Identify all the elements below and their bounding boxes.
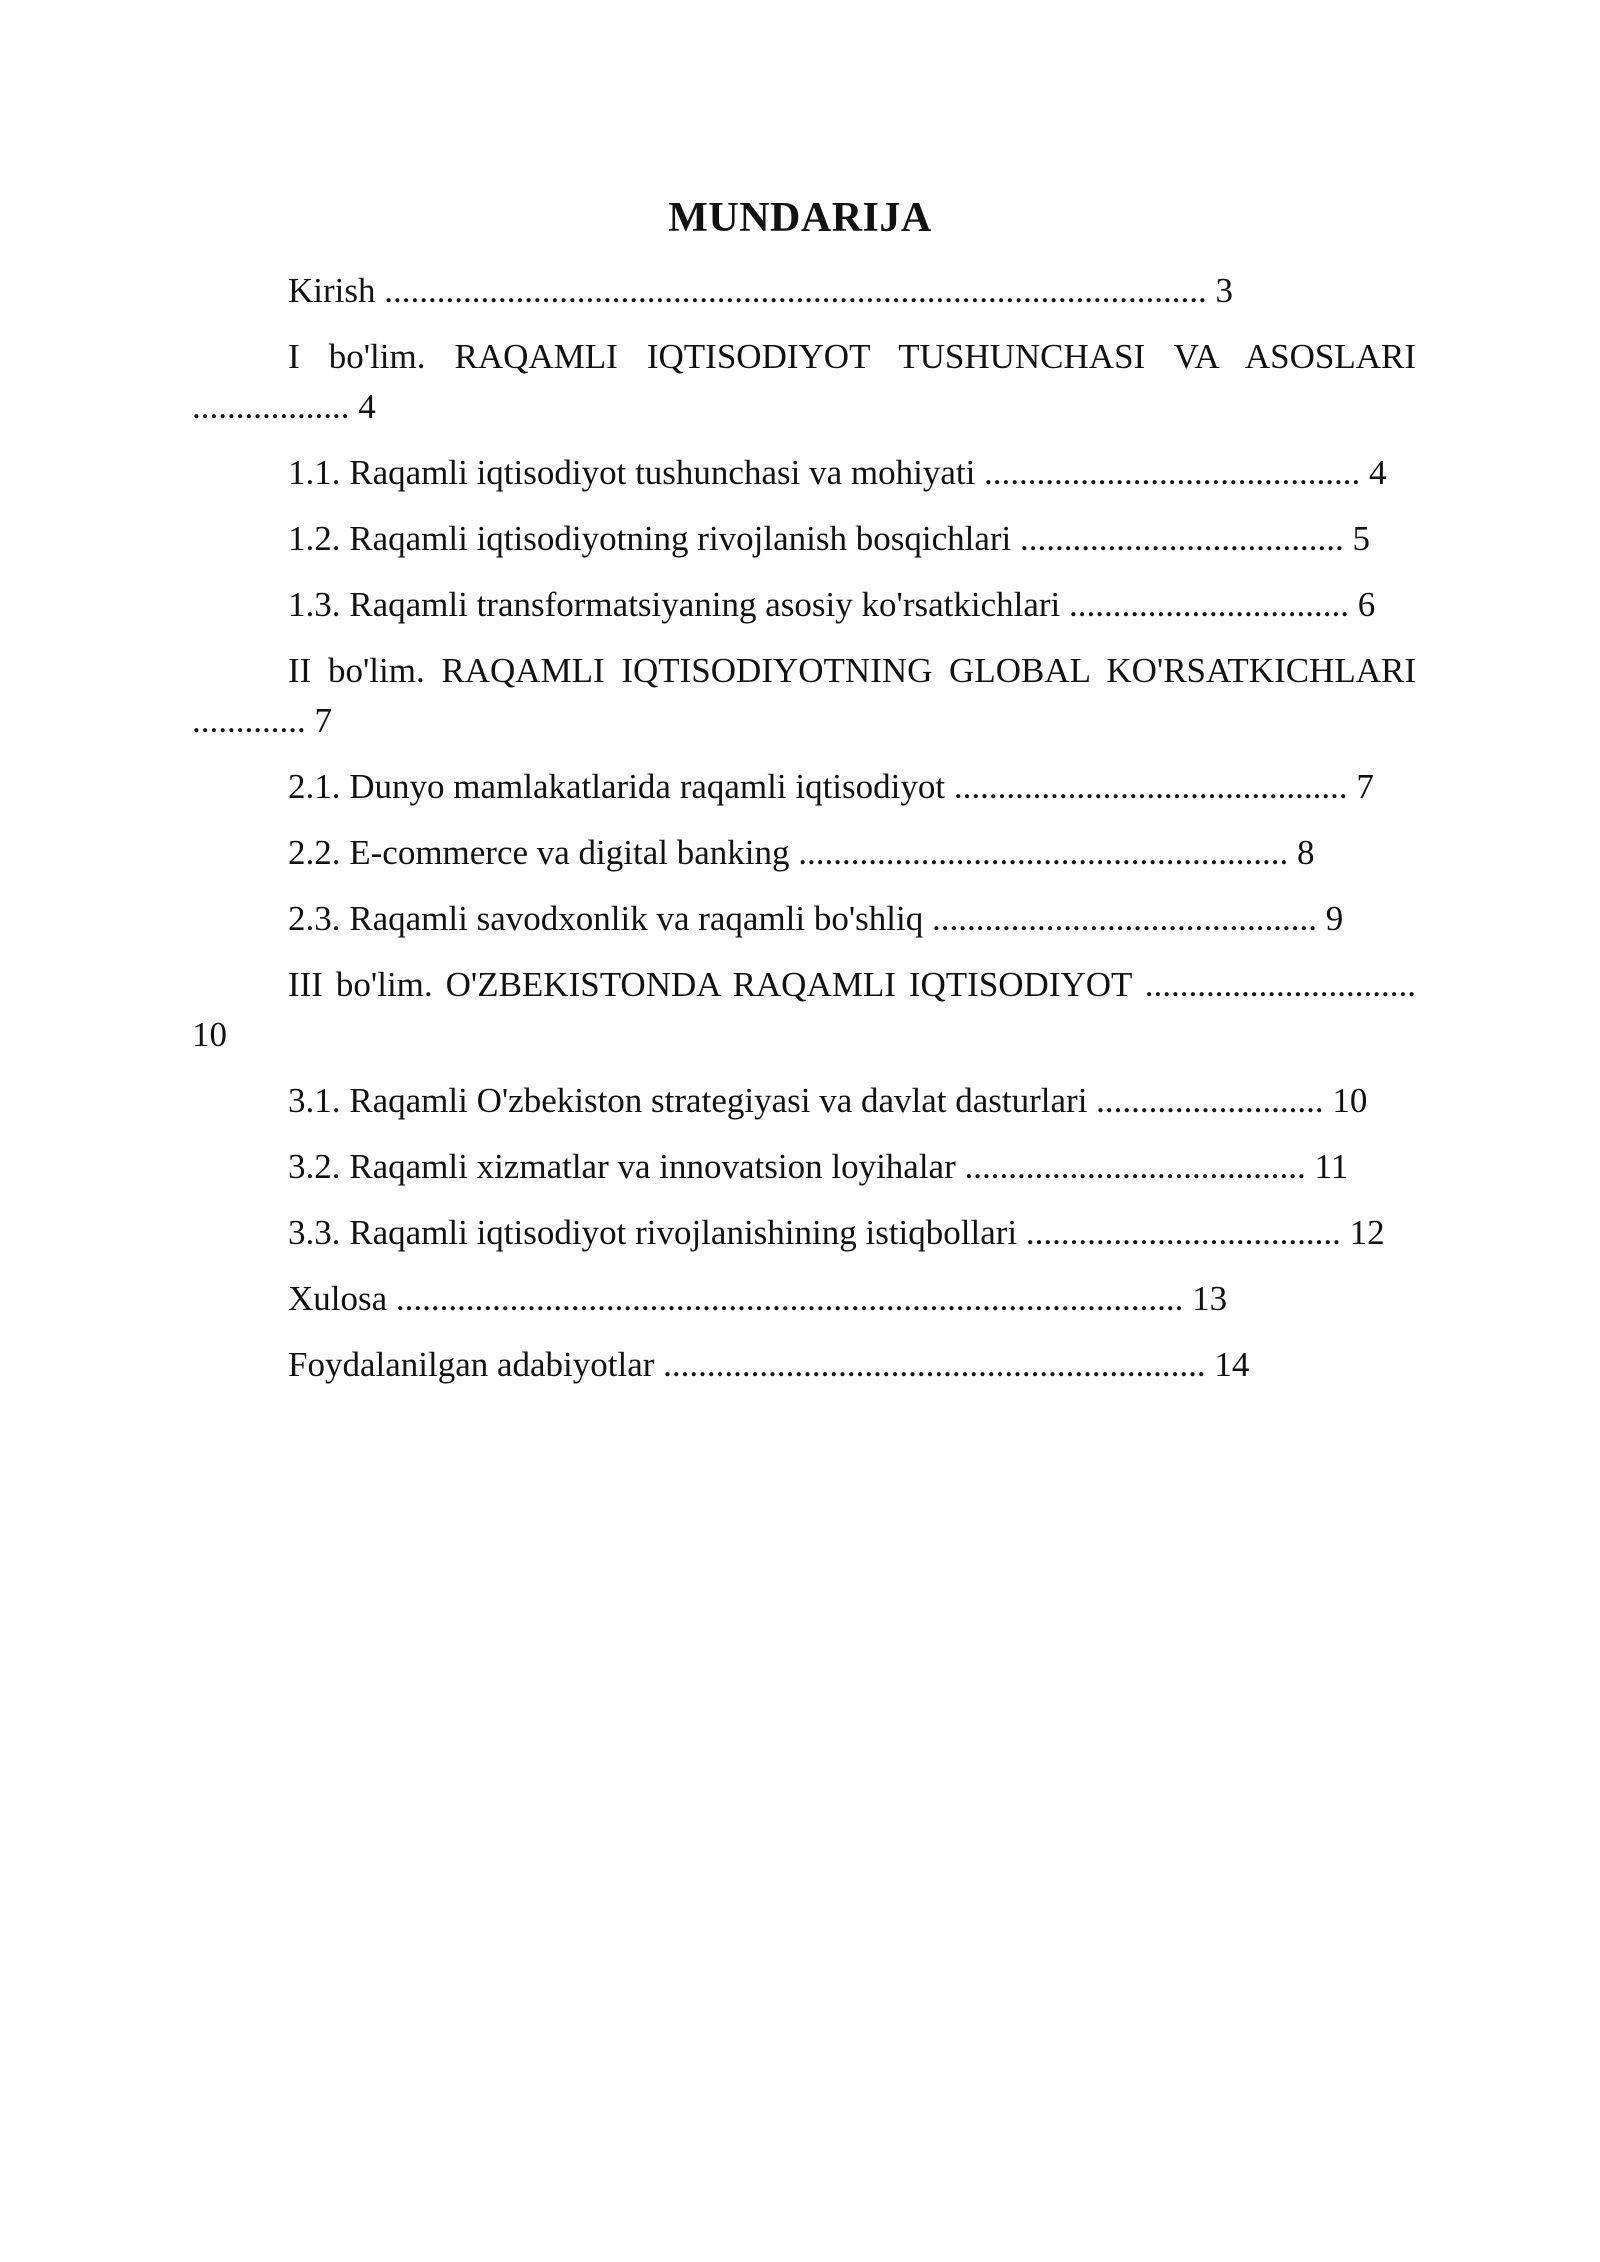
toc-entry-section-1: I bo'lim. RAQAMLI IQTISODIYOT TUSHUNCHASI VA ASOSLARI .................. 4 [192, 337, 1416, 426]
toc-entry-kirish: Kirish .............................................................................................. 3 [288, 271, 1233, 310]
toc-entry-xulosa: Xulosa .......................................................................................... 13 [288, 1279, 1228, 1318]
page-title: MUNDARIJA [668, 195, 932, 241]
toc-entry-3-3: 3.3. Raqamli iqtisodiyot rivojlanishining istiqbollari .................................... 12 [288, 1213, 1385, 1252]
table-of-contents [192, 266, 1416, 1406]
toc-entry-1-2: 1.2. Raqamli iqtisodiyotning rivojlanish bosqichlari ..................................... 5 [288, 519, 1371, 558]
toc-entry-3-1: 3.1. Raqamli O'zbekiston strategiyasi va davlat dasturlari .......................... 10 [288, 1081, 1368, 1120]
toc-entry-section-3: III bo'lim. O'ZBEKISTONDA RAQAMLI IQTISODIYOT ............................... 10 [192, 965, 1416, 1054]
toc-entry-section-2: II bo'lim. RAQAMLI IQTISODIYOTNING GLOBAL KO'RSATKICHLARI ............. 7 [192, 651, 1416, 740]
toc-entry-1-1: 1.1. Raqamli iqtisodiyot tushunchasi va mohiyati ........................................... 4 [288, 453, 1387, 492]
toc-entry-3-2: 3.2. Raqamli xizmatlar va innovatsion loyihalar ....................................... 11 [288, 1147, 1349, 1186]
toc-entry-1-3: 1.3. Raqamli transformatsiyaning asosiy ko'rsatkichlari ................................ 6 [288, 585, 1376, 624]
toc-entry-adabiyotlar: Foydalanilgan adabiyotlar .............................................................. 14 [288, 1345, 1250, 1384]
toc-entry-2-2: 2.2. E-commerce va digital banking ........................................................ 8 [288, 833, 1315, 872]
toc-entry-2-1: 2.1. Dunyo mamlakatlarida raqamli iqtisodiyot ............................................. 7 [288, 767, 1374, 806]
toc-entry-2-3: 2.3. Raqamli savodxonlik va raqamli bo'shliq ............................................ 9 [288, 899, 1344, 938]
